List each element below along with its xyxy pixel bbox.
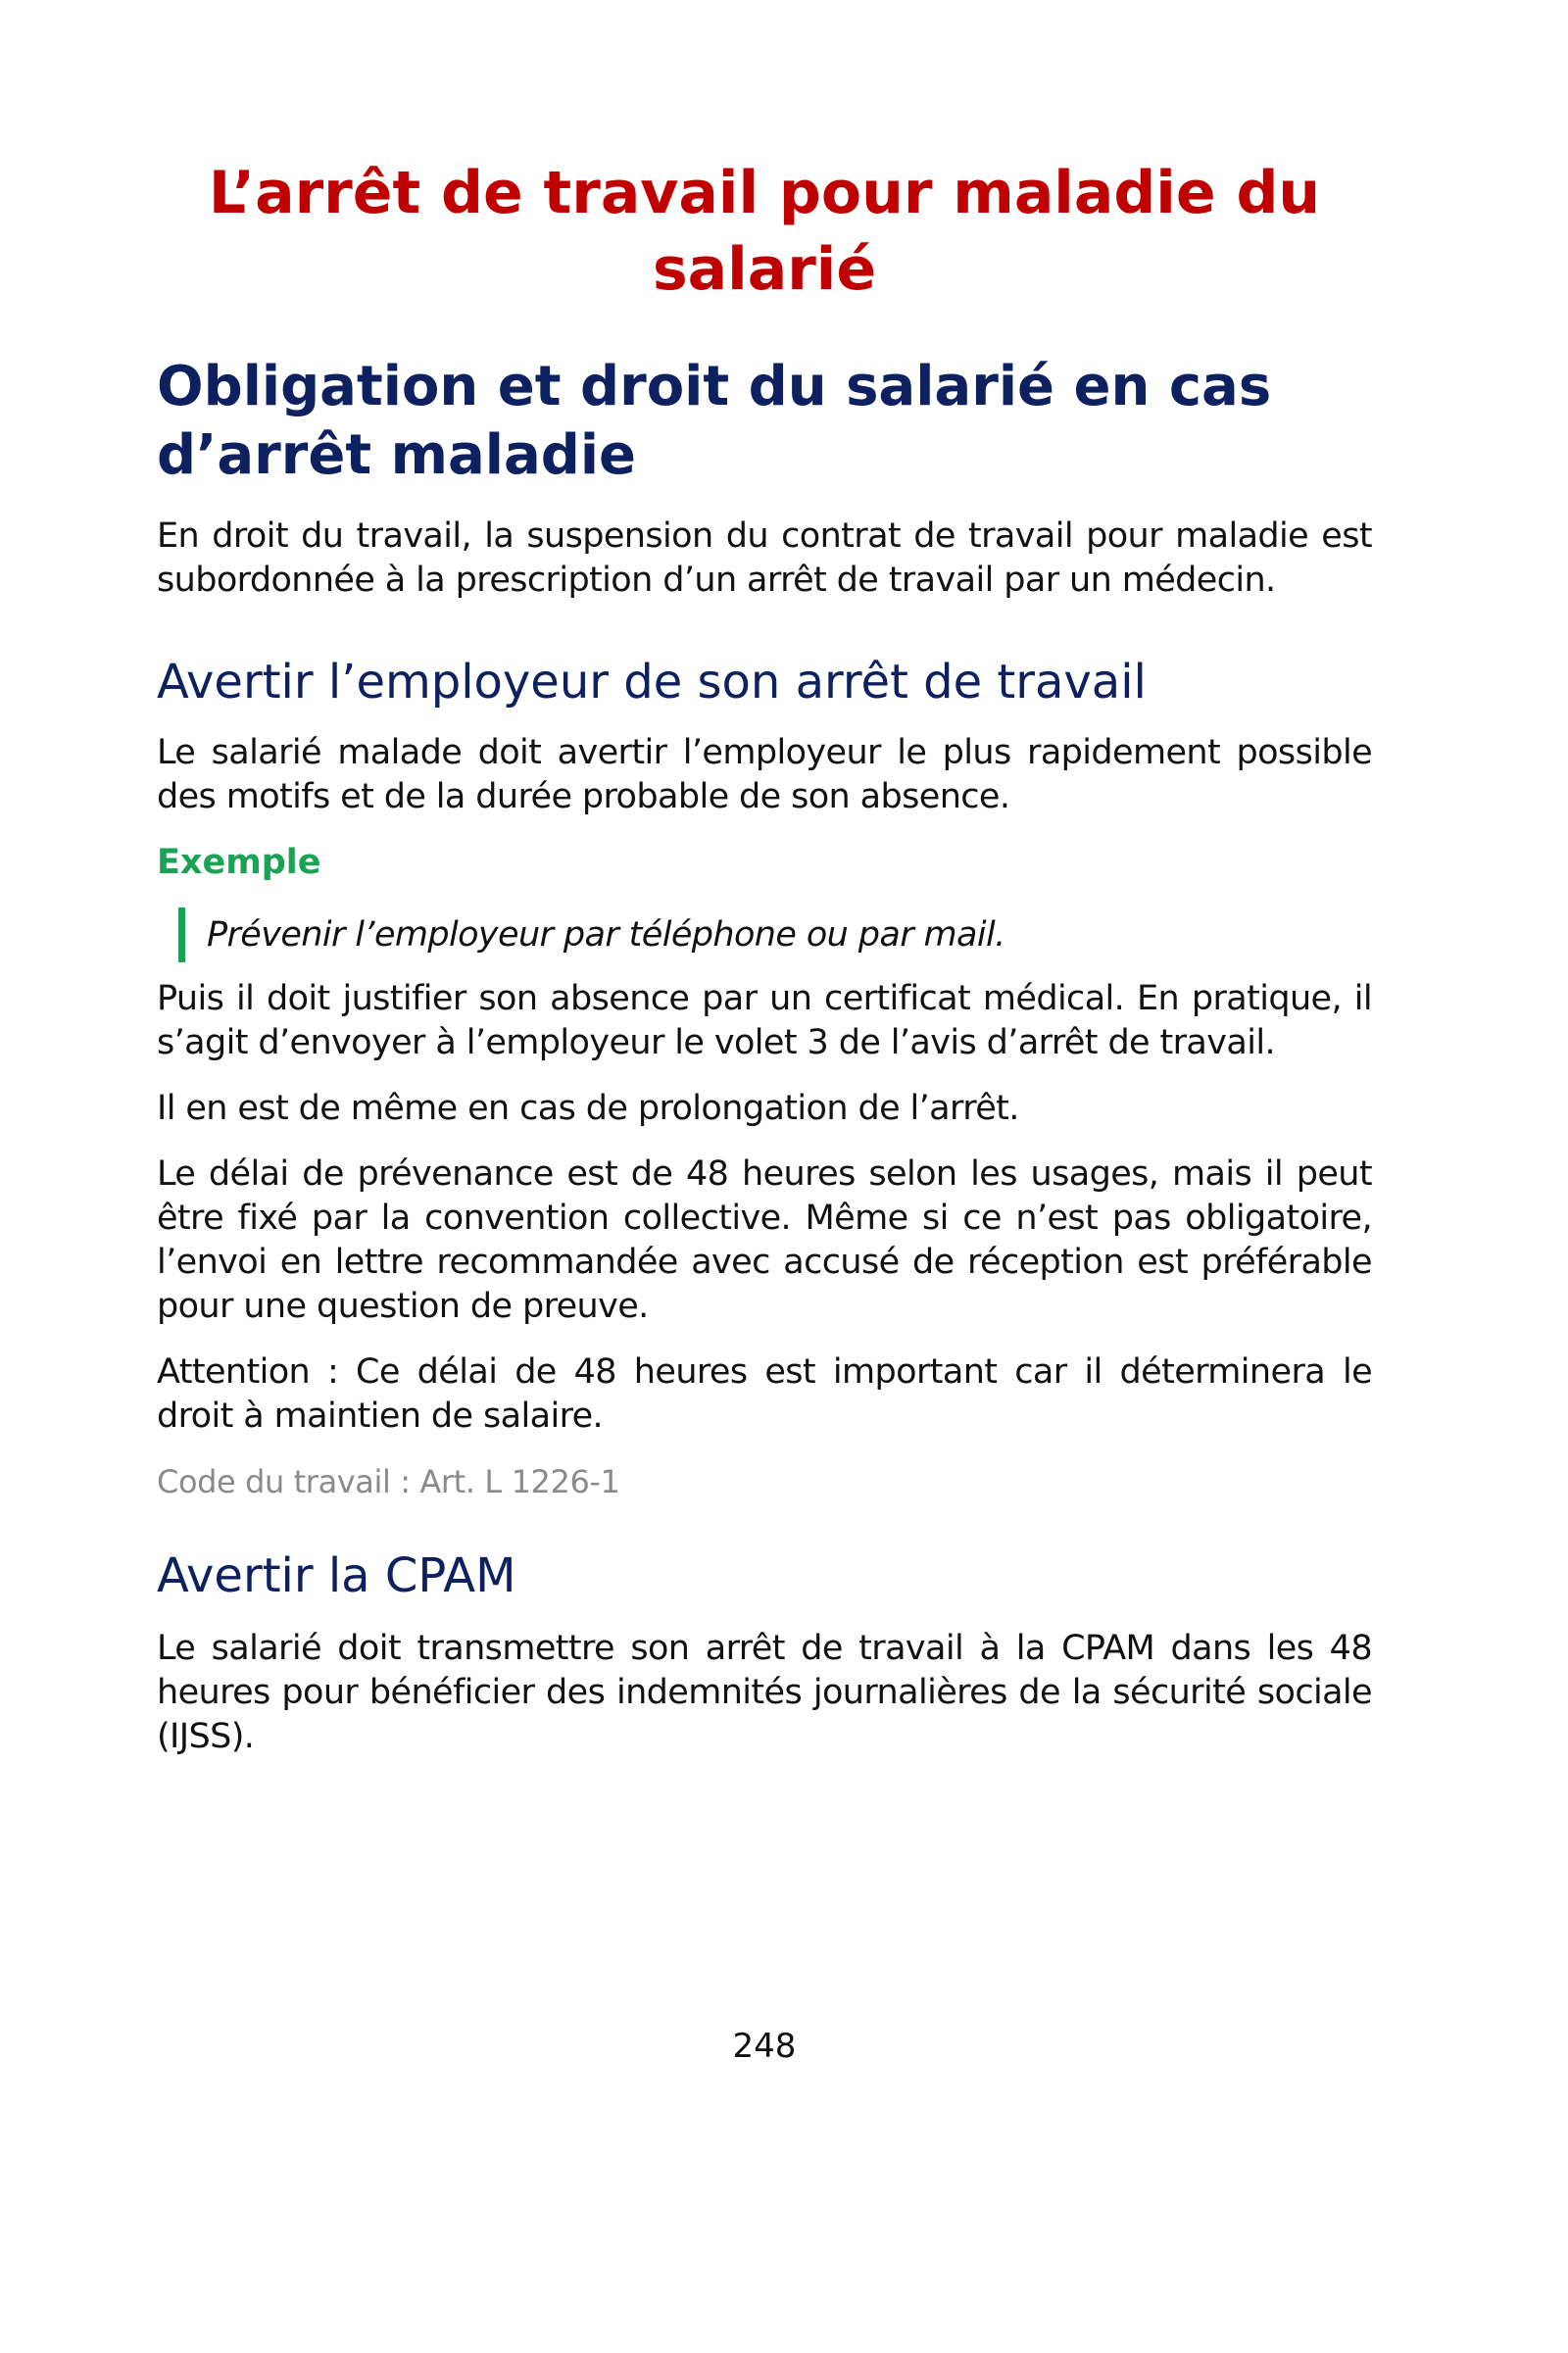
section-heading: Obligation et droit du salarié en cas d’arrêt maladie <box>157 355 1272 487</box>
cpam-paragraph-1: Le salarié doit transmettre son arrêt de travail à la CPAM dans les 48 heures pour bénéficier des indemnités journalières de la sécurité sociale (IJSS). <box>157 1629 1372 1756</box>
example-text: Prévenir l’employeur par téléphone ou par mail. <box>207 915 1005 955</box>
example-blockquote <box>178 907 1005 962</box>
subsection-heading-employer: Avertir l’employeur de son arrêt de travail <box>157 655 1147 710</box>
employer-paragraph-3: Il en est de même en cas de prolongation de l’arrêt. <box>157 1089 1019 1128</box>
intro-paragraph: En droit du travail, la suspension du contrat de travail pour maladie est subordonnée à la prescription d’un arrêt de travail par un médecin. <box>157 516 1372 600</box>
page-title: L’arrêt de travail pour maladie du salarié <box>208 159 1321 304</box>
employer-paragraph-1: Le salarié malade doit avertir l’employeur le plus rapidement possible des motifs et de la durée probable de son absence. <box>157 733 1372 816</box>
employer-paragraph-4: Le délai de prévenance est de 48 heures selon les usages, mais il peut être fixé par la convention collective. Même si ce n’est pas obligatoire, l’envoi en lettre recommandée avec accusé de réception est préférable pour une question de preuve. <box>157 1154 1372 1326</box>
employer-paragraph-2: Puis il doit justifier son absence par un certificat médical. En pratique, il s’agit d’envoyer à l’employeur le volet 3 de l’avis d’arrêt de travail. <box>157 979 1372 1062</box>
legal-reference: Code du travail : Art. L 1226-1 <box>157 1463 620 1500</box>
subsection-heading-cpam: Avertir la CPAM <box>157 1548 516 1603</box>
page-number: 248 <box>732 2027 797 2066</box>
example-label: Exemple <box>157 843 321 882</box>
employer-paragraph-5: Attention : Ce délai de 48 heures est important car il déterminera le droit à maintien de salaire. <box>157 1352 1372 1436</box>
